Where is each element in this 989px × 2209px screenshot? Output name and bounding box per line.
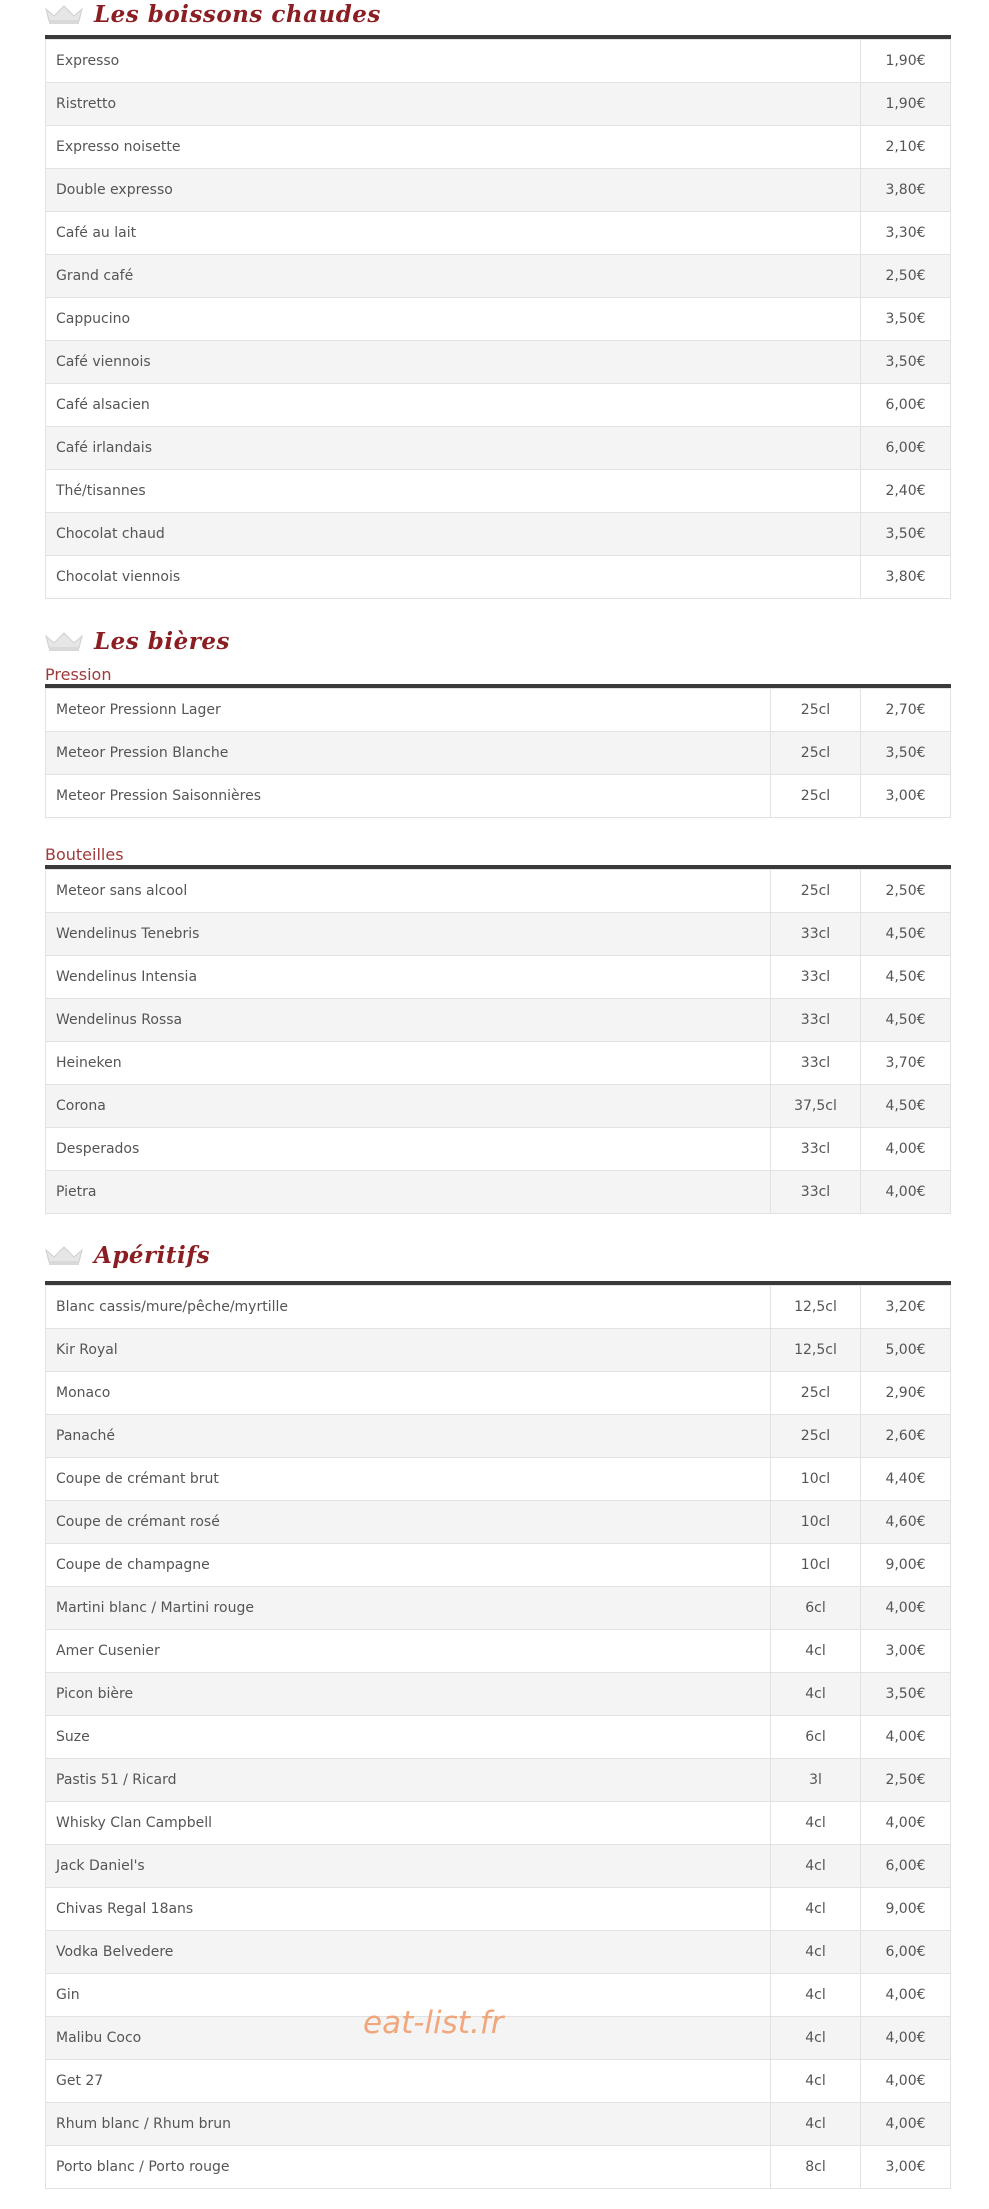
item-price: 3,50€ bbox=[861, 1673, 951, 1716]
item-size: 12,5cl bbox=[771, 1329, 861, 1372]
item-name: Chocolat viennois bbox=[46, 556, 861, 599]
item-price: 3,70€ bbox=[861, 1042, 951, 1085]
menu-row bbox=[46, 1888, 951, 1931]
menu-row bbox=[46, 732, 951, 775]
item-price: 4,50€ bbox=[861, 956, 951, 999]
item-name: Vodka Belvedere bbox=[46, 1931, 771, 1974]
item-price: 6,00€ bbox=[861, 427, 951, 470]
item-size: 10cl bbox=[771, 1501, 861, 1544]
item-size: 4cl bbox=[771, 1802, 861, 1845]
item-size: 6cl bbox=[771, 1587, 861, 1630]
menu-row bbox=[46, 1329, 951, 1372]
item-price: 3,00€ bbox=[861, 1630, 951, 1673]
menu-row bbox=[46, 83, 951, 126]
item-name: Cappucino bbox=[46, 298, 861, 341]
item-size: 33cl bbox=[771, 1042, 861, 1085]
item-size: 4cl bbox=[771, 2060, 861, 2103]
item-price: 2,50€ bbox=[861, 255, 951, 298]
item-name: Corona bbox=[46, 1085, 771, 1128]
menu-row bbox=[46, 427, 951, 470]
item-price: 1,90€ bbox=[861, 40, 951, 83]
item-price: 4,00€ bbox=[861, 1802, 951, 1845]
item-price: 3,80€ bbox=[861, 169, 951, 212]
item-name: Coupe de crémant rosé bbox=[46, 1501, 771, 1544]
item-name: Monaco bbox=[46, 1372, 771, 1415]
item-size: 4cl bbox=[771, 2017, 861, 2060]
menu-row bbox=[46, 2146, 951, 2189]
section-title-text: Les boissons chaudes bbox=[94, 0, 381, 28]
menu-row bbox=[46, 513, 951, 556]
menu-row bbox=[46, 2060, 951, 2103]
item-size: 4cl bbox=[771, 1845, 861, 1888]
menu-row bbox=[46, 2103, 951, 2146]
menu-row bbox=[46, 1415, 951, 1458]
section-title-text: Apéritifs bbox=[94, 1241, 211, 1269]
item-name: Wendelinus Tenebris bbox=[46, 913, 771, 956]
item-name: Café au lait bbox=[46, 212, 861, 255]
item-price: 4,00€ bbox=[861, 1128, 951, 1171]
item-size: 33cl bbox=[771, 913, 861, 956]
item-name: Wendelinus Rossa bbox=[46, 999, 771, 1042]
item-price: 9,00€ bbox=[861, 1544, 951, 1587]
item-name: Meteor sans alcool bbox=[46, 870, 771, 913]
aperitifs-table bbox=[45, 1285, 951, 2189]
section-title-hot-drinks bbox=[44, 0, 381, 29]
menu-row bbox=[46, 1630, 951, 1673]
item-price: 5,00€ bbox=[861, 1329, 951, 1372]
item-size: 33cl bbox=[771, 1128, 861, 1171]
item-price: 2,10€ bbox=[861, 126, 951, 169]
menu-row bbox=[46, 1372, 951, 1415]
menu-row bbox=[46, 556, 951, 599]
item-price: 2,70€ bbox=[861, 689, 951, 732]
item-name: Café alsacien bbox=[46, 384, 861, 427]
item-name: Blanc cassis/mure/pêche/myrtille bbox=[46, 1286, 771, 1329]
item-price: 4,00€ bbox=[861, 1171, 951, 1214]
item-price: 3,00€ bbox=[861, 775, 951, 818]
item-price: 4,00€ bbox=[861, 1974, 951, 2017]
item-price: 2,90€ bbox=[861, 1372, 951, 1415]
menu-row bbox=[46, 1673, 951, 1716]
item-name: Jack Daniel's bbox=[46, 1845, 771, 1888]
item-size: 25cl bbox=[771, 870, 861, 913]
menu-row bbox=[46, 212, 951, 255]
item-size: 4cl bbox=[771, 1630, 861, 1673]
item-price: 4,00€ bbox=[861, 1587, 951, 1630]
menu-row bbox=[46, 341, 951, 384]
item-name: Coupe de crémant brut bbox=[46, 1458, 771, 1501]
item-name: Grand café bbox=[46, 255, 861, 298]
menu-row bbox=[46, 956, 951, 999]
section-title-aperitifs bbox=[44, 1240, 210, 1270]
item-size: 3l bbox=[771, 1759, 861, 1802]
item-name: Whisky Clan Campbell bbox=[46, 1802, 771, 1845]
item-size: 10cl bbox=[771, 1544, 861, 1587]
menu-row bbox=[46, 40, 951, 83]
item-name: Porto blanc / Porto rouge bbox=[46, 2146, 771, 2189]
item-size: 4cl bbox=[771, 1974, 861, 2017]
item-size: 8cl bbox=[771, 2146, 861, 2189]
crown-icon bbox=[44, 3, 84, 25]
item-size: 25cl bbox=[771, 689, 861, 732]
item-name: Rhum blanc / Rhum brun bbox=[46, 2103, 771, 2146]
menu-row bbox=[46, 913, 951, 956]
item-name: Expresso noisette bbox=[46, 126, 861, 169]
item-price: 3,50€ bbox=[861, 298, 951, 341]
item-price: 6,00€ bbox=[861, 1931, 951, 1974]
menu-row bbox=[46, 775, 951, 818]
item-name: Meteor Pression Blanche bbox=[46, 732, 771, 775]
menu-row bbox=[46, 1501, 951, 1544]
item-name: Desperados bbox=[46, 1128, 771, 1171]
item-name: Double expresso bbox=[46, 169, 861, 212]
item-price: 4,00€ bbox=[861, 2103, 951, 2146]
item-name: Chocolat chaud bbox=[46, 513, 861, 556]
menu-row bbox=[46, 1587, 951, 1630]
menu-row bbox=[46, 689, 951, 732]
item-size: 33cl bbox=[771, 956, 861, 999]
item-size: 4cl bbox=[771, 1673, 861, 1716]
item-size: 33cl bbox=[771, 1171, 861, 1214]
item-name: Coupe de champagne bbox=[46, 1544, 771, 1587]
item-name: Malibu Coco bbox=[46, 2017, 771, 2060]
section-title-beers bbox=[44, 626, 230, 656]
item-name: Ristretto bbox=[46, 83, 861, 126]
item-name: Expresso bbox=[46, 40, 861, 83]
menu-row bbox=[46, 1458, 951, 1501]
menu-row bbox=[46, 870, 951, 913]
crown-icon bbox=[44, 630, 84, 652]
item-name: Thé/tisannes bbox=[46, 470, 861, 513]
item-price: 2,50€ bbox=[861, 870, 951, 913]
item-name: Café viennois bbox=[46, 341, 861, 384]
item-size: 25cl bbox=[771, 775, 861, 818]
item-size: 12,5cl bbox=[771, 1286, 861, 1329]
item-price: 4,00€ bbox=[861, 2060, 951, 2103]
item-price: 3,80€ bbox=[861, 556, 951, 599]
item-price: 4,50€ bbox=[861, 913, 951, 956]
item-name: Gin bbox=[46, 1974, 771, 2017]
item-price: 4,00€ bbox=[861, 1716, 951, 1759]
item-price: 3,00€ bbox=[861, 2146, 951, 2189]
menu-row bbox=[46, 470, 951, 513]
item-price: 3,20€ bbox=[861, 1286, 951, 1329]
item-size: 4cl bbox=[771, 1888, 861, 1931]
item-size: 4cl bbox=[771, 2103, 861, 2146]
item-size: 25cl bbox=[771, 1415, 861, 1458]
item-name: Suze bbox=[46, 1716, 771, 1759]
item-name: Kir Royal bbox=[46, 1329, 771, 1372]
item-name: Picon bière bbox=[46, 1673, 771, 1716]
item-size: 33cl bbox=[771, 999, 861, 1042]
menu-row bbox=[46, 1128, 951, 1171]
menu-row bbox=[46, 126, 951, 169]
menu-row bbox=[46, 1042, 951, 1085]
item-size: 25cl bbox=[771, 1372, 861, 1415]
menu-row bbox=[46, 1931, 951, 1974]
item-price: 3,50€ bbox=[861, 732, 951, 775]
section-title-text: Les bières bbox=[94, 627, 230, 655]
item-price: 2,60€ bbox=[861, 1415, 951, 1458]
item-price: 9,00€ bbox=[861, 1888, 951, 1931]
menu-row bbox=[46, 384, 951, 427]
item-price: 2,50€ bbox=[861, 1759, 951, 1802]
menu-row bbox=[46, 1802, 951, 1845]
item-name: Pietra bbox=[46, 1171, 771, 1214]
item-name: Meteor Pressionn Lager bbox=[46, 689, 771, 732]
pression-table bbox=[45, 688, 951, 818]
item-price: 3,50€ bbox=[861, 341, 951, 384]
item-name: Get 27 bbox=[46, 2060, 771, 2103]
hot-drinks-table bbox=[45, 39, 951, 599]
item-price: 4,50€ bbox=[861, 1085, 951, 1128]
menu-row bbox=[46, 298, 951, 341]
item-price: 3,50€ bbox=[861, 513, 951, 556]
item-price: 4,40€ bbox=[861, 1458, 951, 1501]
item-size: 37,5cl bbox=[771, 1085, 861, 1128]
item-price: 1,90€ bbox=[861, 83, 951, 126]
subsection-title-pression: Pression bbox=[45, 665, 112, 684]
crown-icon bbox=[44, 1244, 84, 1266]
item-size: 10cl bbox=[771, 1458, 861, 1501]
item-price: 6,00€ bbox=[861, 384, 951, 427]
watermark: eat-list.fr bbox=[363, 2005, 504, 2041]
item-price: 4,00€ bbox=[861, 2017, 951, 2060]
item-size: 6cl bbox=[771, 1716, 861, 1759]
item-price: 6,00€ bbox=[861, 1845, 951, 1888]
item-price: 2,40€ bbox=[861, 470, 951, 513]
item-name: Panaché bbox=[46, 1415, 771, 1458]
menu-row bbox=[46, 169, 951, 212]
item-size: 25cl bbox=[771, 732, 861, 775]
item-price: 3,30€ bbox=[861, 212, 951, 255]
menu-row bbox=[46, 1085, 951, 1128]
item-name: Meteor Pression Saisonnières bbox=[46, 775, 771, 818]
menu-row bbox=[46, 1544, 951, 1587]
item-name: Chivas Regal 18ans bbox=[46, 1888, 771, 1931]
item-price: 4,50€ bbox=[861, 999, 951, 1042]
item-size: 4cl bbox=[771, 1931, 861, 1974]
item-name: Wendelinus Intensia bbox=[46, 956, 771, 999]
item-name: Heineken bbox=[46, 1042, 771, 1085]
item-name: Café irlandais bbox=[46, 427, 861, 470]
menu-row bbox=[46, 1171, 951, 1214]
bouteilles-table bbox=[45, 869, 951, 1214]
subsection-title-bouteilles: Bouteilles bbox=[45, 845, 124, 864]
menu-row bbox=[46, 999, 951, 1042]
menu-row bbox=[46, 1716, 951, 1759]
item-name: Martini blanc / Martini rouge bbox=[46, 1587, 771, 1630]
item-name: Amer Cusenier bbox=[46, 1630, 771, 1673]
menu-row bbox=[46, 1286, 951, 1329]
item-price: 4,60€ bbox=[861, 1501, 951, 1544]
item-name: Pastis 51 / Ricard bbox=[46, 1759, 771, 1802]
menu-row bbox=[46, 1845, 951, 1888]
menu-row bbox=[46, 1759, 951, 1802]
menu-row bbox=[46, 255, 951, 298]
